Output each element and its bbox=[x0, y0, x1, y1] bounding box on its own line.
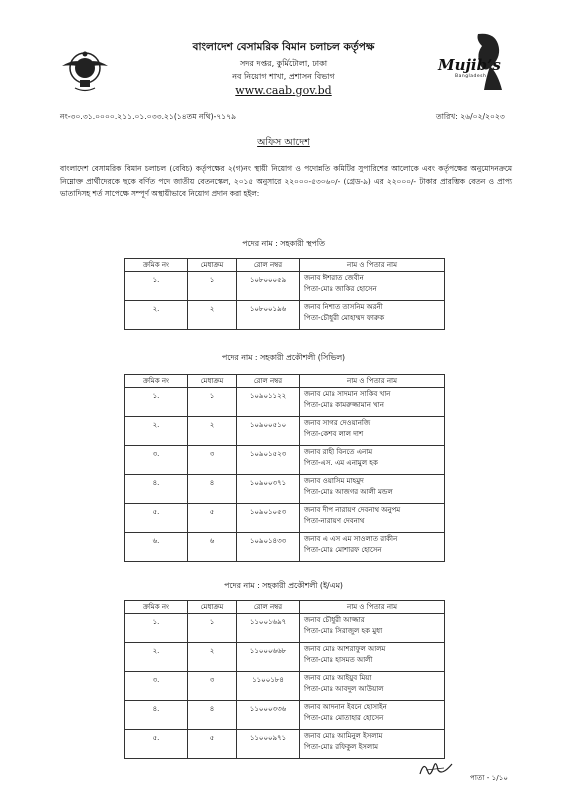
table-row bbox=[125, 504, 445, 533]
table-row bbox=[125, 533, 445, 562]
merit-cell: ২ bbox=[188, 643, 237, 672]
candidate-name: জনাব মোঃ আমিনুল ইসলাম bbox=[304, 732, 383, 740]
table-row bbox=[125, 388, 445, 417]
father-name: পিতা-এস. এম এনামুল হক bbox=[304, 458, 378, 467]
col-name-header: নাম ও পিতার নাম bbox=[300, 375, 445, 388]
serial-cell: ৩. bbox=[125, 446, 188, 475]
col-merit-header: মেধাক্রম bbox=[188, 375, 237, 388]
table-header-row bbox=[125, 259, 445, 272]
candidate-name: জনাব নিশাত তাসনিম অরনী bbox=[304, 303, 383, 311]
signature-icon bbox=[418, 756, 454, 780]
serial-cell: ২. bbox=[125, 643, 188, 672]
candidate-name: জনাব আদনান ইবনে হোসাইন bbox=[304, 703, 387, 711]
father-name: পিতা-কেশব লাল দাশ bbox=[304, 429, 364, 438]
serial-cell: ৩. bbox=[125, 672, 188, 701]
col-merit-header: মেধাক্রম bbox=[188, 259, 237, 272]
post-title-2: পদের নাম : সহকারী প্রকৌশলী (সিভিল) bbox=[221, 353, 346, 362]
col-merit-header: মেধাক্রম bbox=[188, 601, 237, 614]
mujib-wordmark: Mujib’s bbox=[438, 56, 501, 74]
name-cell bbox=[300, 504, 445, 533]
merit-cell: ২ bbox=[188, 301, 237, 330]
memo-number: নং-৩০.৩১.০০০০.২১১.০১.০৩৩.২১(১৪তম নথি)-৭১৭৯ bbox=[60, 112, 237, 121]
merit-cell: ১ bbox=[188, 388, 237, 417]
organization-address: সদর দপ্তর, কুর্মিটোলা, ঢাকা bbox=[239, 59, 328, 68]
merit-cell: ১ bbox=[188, 614, 237, 643]
name-cell bbox=[300, 417, 445, 446]
page-number: পাতা - ১/১০ bbox=[470, 773, 509, 782]
merit-cell: ৪ bbox=[188, 475, 237, 504]
appointment-table-2 bbox=[124, 374, 445, 562]
order-body: বাংলাদেশ বেসামরিক বিমান চলাচল (বেবিচ) কর্তৃপক্ষের ২(গ)নং স্থায়ী নিয়োগ ও পদোন্নতি কমিটির সুপারিশের আলোকে এবং কর্তৃপক্ষের অনুমোদনক্রমে নিম্নোক্ত প্রার্থীদেরকে ছকে বর্ণিত পদে জাতীয় বেতনস্কেল, ২০১৫ অনুসারে ২২০০০-৫৩০৬০/- (গ্রেড-৯) এর ২২০০০/- টাকার প্রারম্ভিক বেতন ও প্রাপ্য ভাতাদিসহ শর্ত সাপেক্ষে সম্পূর্ণ অস্থায়ীভাবে নিয়োগ প্রদান করা হইল: bbox=[60, 164, 512, 198]
merit-cell: ৫ bbox=[188, 504, 237, 533]
name-cell bbox=[300, 533, 445, 562]
organization-name: বাংলাদেশ বেসামরিক বিমান চলাচল কর্তৃপক্ষ bbox=[192, 41, 375, 53]
table-header-row bbox=[125, 375, 445, 388]
father-name: পিতা-মোঃ কামরুজ্জামান খান bbox=[304, 400, 384, 409]
col-serial-header: ক্রমিক নং bbox=[125, 601, 188, 614]
roll-cell: ১০৯০০৫১০ bbox=[237, 417, 300, 446]
table-row bbox=[125, 701, 445, 730]
table-row bbox=[125, 643, 445, 672]
merit-cell: ৬ bbox=[188, 533, 237, 562]
candidate-name: জনাব এ এস এম সাওলাত রাকীন bbox=[304, 535, 398, 543]
col-serial-header: ক্রমিক নং bbox=[125, 259, 188, 272]
father-name: পিতা-মোঃ আজগর আলী মন্ডল bbox=[304, 487, 393, 496]
name-cell bbox=[300, 730, 445, 759]
mujib-subtext: Bangladesh bbox=[455, 74, 487, 79]
merit-cell: ৩ bbox=[188, 672, 237, 701]
roll-cell: ১০৮০০১৯৬ bbox=[237, 301, 300, 330]
memo-date: তারিখ: ২৬/০২/২০২৩ bbox=[436, 112, 505, 121]
serial-cell: ৪. bbox=[125, 475, 188, 504]
merit-cell: ৪ bbox=[188, 701, 237, 730]
col-name-header: নাম ও পিতার নাম bbox=[300, 259, 445, 272]
roll-cell: ১১০০১৮৪ bbox=[237, 672, 300, 701]
candidate-name: জনাব ওয়াসিম মাহমুদ bbox=[304, 477, 364, 485]
name-cell bbox=[300, 672, 445, 701]
serial-cell: ৪. bbox=[125, 701, 188, 730]
roll-cell: ১০৯০১০৫৩ bbox=[237, 504, 300, 533]
father-name: পিতা-মোঃ রফিকুল ইসলাম bbox=[304, 742, 378, 751]
merit-cell: ৫ bbox=[188, 730, 237, 759]
col-roll-header: রোল নম্বর bbox=[237, 601, 300, 614]
appointment-table-1 bbox=[124, 258, 445, 330]
father-name: পিতা-নারায়ণ দেবনাথ bbox=[304, 516, 365, 525]
table-row bbox=[125, 417, 445, 446]
post-title-3: পদের নাম : সহকারী প্রকৌশলী (ই/এম) bbox=[224, 581, 343, 590]
candidate-name: জনাব ঈশরাত জেবীন bbox=[304, 274, 364, 282]
col-roll-header: রোল নম্বর bbox=[237, 375, 300, 388]
roll-cell: ১০৯০০৩৭১ bbox=[237, 475, 300, 504]
col-serial-header: ক্রমিক নং bbox=[125, 375, 188, 388]
table-row bbox=[125, 272, 445, 301]
serial-cell: ৬. bbox=[125, 533, 188, 562]
merit-cell: ৩ bbox=[188, 446, 237, 475]
table-row bbox=[125, 301, 445, 330]
roll-cell: ১১০০০৯৭১ bbox=[237, 730, 300, 759]
name-cell bbox=[300, 301, 445, 330]
table-row bbox=[125, 672, 445, 701]
father-name: পিতা-মোঃ মোতাহার হোসেন bbox=[304, 713, 384, 722]
post-title-1: পদের নাম : সহকারী স্থপতি bbox=[242, 239, 325, 248]
candidate-name: জনাব দীপ নারায়ণ দেবনাথ অনুপম bbox=[304, 506, 401, 514]
serial-cell: ১. bbox=[125, 272, 188, 301]
name-cell bbox=[300, 272, 445, 301]
candidate-name: জনাব মোঃ সাদমান সাকিব খান bbox=[304, 390, 391, 398]
roll-cell: ১০৯০১১২২ bbox=[237, 388, 300, 417]
name-cell bbox=[300, 701, 445, 730]
candidate-name: জনাব সাগর দেওয়ানজি bbox=[304, 419, 371, 427]
appointment-table-3 bbox=[124, 600, 445, 759]
table-header-row bbox=[125, 601, 445, 614]
name-cell bbox=[300, 475, 445, 504]
merit-cell: ১ bbox=[188, 272, 237, 301]
father-name: পিতা-মোঃ মোশারফ হোসেন bbox=[304, 545, 382, 554]
table-row bbox=[125, 730, 445, 759]
col-roll-header: রোল নম্বর bbox=[237, 259, 300, 272]
candidate-name: জনাব চৌধুরী আজ্জার bbox=[304, 616, 365, 624]
father-name: পিতা-চৌধুরী মোহাম্মদ ফারুক bbox=[304, 313, 385, 322]
serial-cell: ২. bbox=[125, 417, 188, 446]
name-cell bbox=[300, 614, 445, 643]
candidate-name: জনাব মোঃ আশরাফুল আলম bbox=[304, 645, 386, 653]
table-row bbox=[125, 475, 445, 504]
roll-cell: ১১০০১৬৯৭ bbox=[237, 614, 300, 643]
roll-cell: ১১০০০৩৩৬ bbox=[237, 701, 300, 730]
serial-cell: ২. bbox=[125, 301, 188, 330]
father-name: পিতা-মোঃ জাকির হোসেন bbox=[304, 284, 377, 293]
serial-cell: ৫. bbox=[125, 730, 188, 759]
table-row bbox=[125, 446, 445, 475]
name-cell bbox=[300, 446, 445, 475]
candidate-name: জনাব রাহী বিনতে এনাম bbox=[304, 448, 373, 456]
name-cell bbox=[300, 643, 445, 672]
serial-cell: ১. bbox=[125, 614, 188, 643]
roll-cell: ১১০০০৬৬৮ bbox=[237, 643, 300, 672]
serial-cell: ১. bbox=[125, 388, 188, 417]
name-cell bbox=[300, 388, 445, 417]
father-name: পিতা-মোঃ সিরাজুল হক মুধা bbox=[304, 626, 383, 635]
roll-cell: ১০৮০০০৫৯ bbox=[237, 272, 300, 301]
merit-cell: ২ bbox=[188, 417, 237, 446]
department-name: নব নিয়োগ শাখা, প্রশাসন বিভাগ bbox=[232, 72, 335, 81]
table-row bbox=[125, 614, 445, 643]
roll-cell: ১০৯০১৪৩৩ bbox=[237, 533, 300, 562]
candidate-name: জনাব মোঃ আইয়ুব মিয়া bbox=[304, 674, 372, 682]
roll-cell: ১০৯০১৫২৩ bbox=[237, 446, 300, 475]
serial-cell: ৫. bbox=[125, 504, 188, 533]
website-link[interactable]: www.caab.gov.bd bbox=[235, 84, 332, 97]
father-name: পিতা-মোঃ আবদুল আউয়াল bbox=[304, 684, 384, 693]
col-name-header: নাম ও পিতার নাম bbox=[300, 601, 445, 614]
order-title: অফিস আদেশ bbox=[257, 137, 310, 148]
father-name: পিতা-মোঃ হাসমত আলী bbox=[304, 655, 373, 664]
